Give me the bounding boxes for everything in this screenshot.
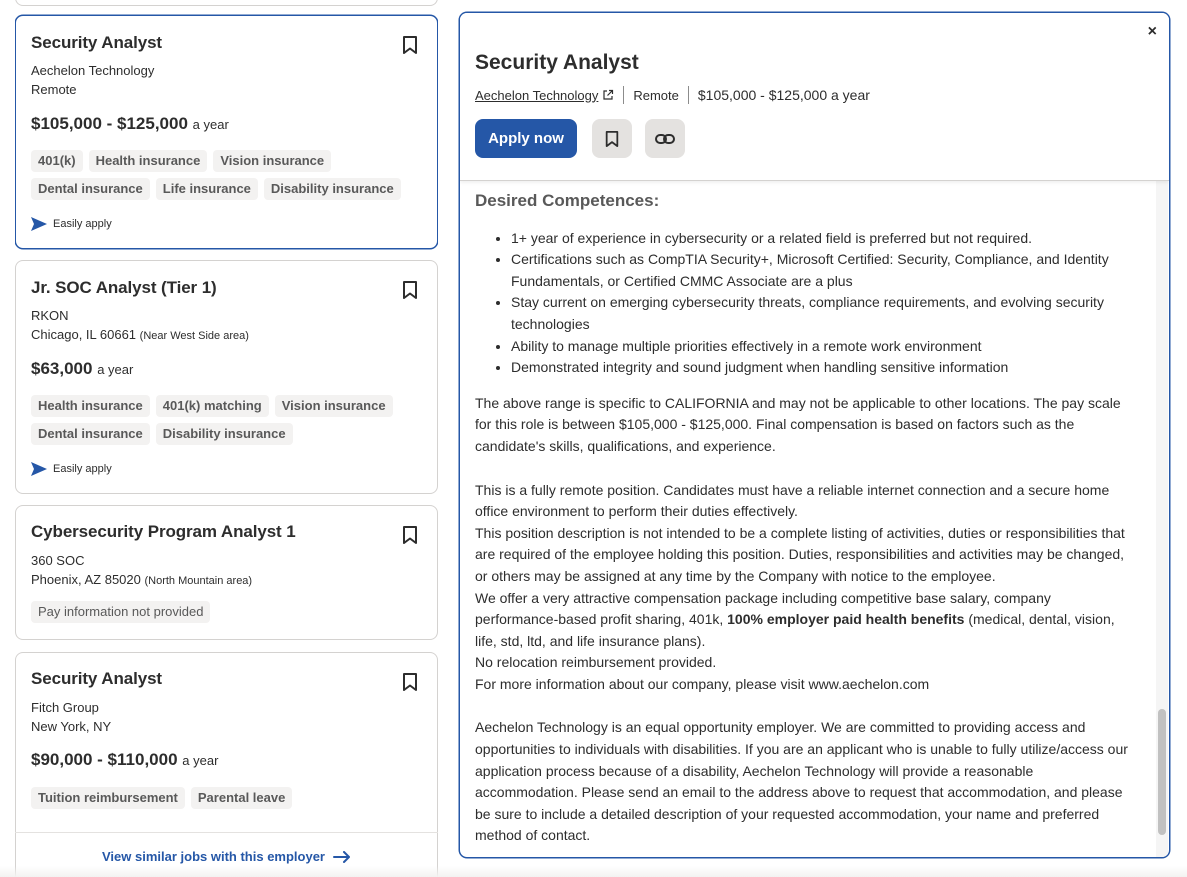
eeo-paragraph: Aechelon Technology is an equal opportunity employer. We are committed to providing access and opportunities to individuals with disabilities. If you are an applicant who is unable to fully utilize/access our application process because of a disability, Aechelon Technology will provide a reasonable accommodation. Please send an email to the address above to request that accommodation, and please be sure to include a detailed description of your requested accommodation, your name and preferred method of contact.	[475, 719, 1128, 844]
send-icon	[31, 462, 47, 476]
job-title[interactable]: Jr. SOC Analyst (Tier 1)	[31, 278, 217, 297]
competences-list	[475, 228, 1134, 379]
job-detail-header	[460, 13, 1169, 181]
salary: $90,000 - $110,000 a year	[31, 750, 219, 769]
job-detail-panel	[459, 12, 1170, 858]
benefit-tag: Health insurance	[89, 150, 208, 172]
benefit-tag: Health insurance	[31, 395, 150, 417]
save-job-button[interactable]	[592, 119, 632, 158]
meta-divider	[623, 86, 624, 104]
job-location: Chicago, IL 60661 (Near West Side area)	[31, 327, 249, 342]
benefit-tag: Vision insurance	[213, 150, 331, 172]
job-location: Phoenix, AZ 85020 (North Mountain area)	[31, 572, 253, 587]
job-title[interactable]: Security Analyst	[31, 669, 162, 688]
section-heading: Desired Competences:	[475, 191, 660, 210]
list-item: • Ability to manage multiple priorities effectively in a remote work environment	[511, 336, 1134, 358]
benefit-tag: Disability insurance	[156, 423, 293, 445]
company-name: 360 SOC	[31, 553, 85, 568]
company-name: Fitch Group	[31, 700, 99, 715]
company-info-paragraph: For more information about our company, please visit www.aechelon.com	[475, 675, 930, 692]
card-divider	[15, 832, 438, 833]
previous-job-card[interactable]	[15, 0, 438, 6]
benefit-tags	[31, 787, 422, 809]
job-description	[460, 181, 1169, 858]
list-item: • Stay current on emerging cybersecurity threats, compliance requirements, and evolving security technologies	[511, 292, 1134, 335]
bookmark-icon[interactable]	[401, 672, 419, 692]
description-disclaimer: This position description is not intended to be a complete listing of activities, duties or responsibilities that are required of the employee holding this position. Duties, responsibilities and activities may be changed, or others may be assigned at any time by the Company with notice to the employee.	[475, 524, 1125, 584]
bookmark-icon[interactable]	[401, 525, 419, 545]
job-meta-row	[475, 86, 870, 104]
easily-apply-indicator: Easily apply	[31, 217, 112, 231]
benefit-tag: Dental insurance	[31, 423, 150, 445]
benefit-tag: Parental leave	[191, 787, 292, 809]
pay-info-tag: Pay information not provided	[31, 601, 210, 623]
job-location: New York, NY	[31, 719, 112, 734]
meta-divider	[688, 86, 689, 104]
easily-apply-indicator: Easily apply	[31, 462, 112, 476]
company-name: RKON	[31, 308, 69, 323]
pay-range-paragraph: The above range is specific to CALIFORNIA and may not be applicable to other locations. The pay scale for this role is between $105,000 - $125,000. Final compensation is based on factors such as the candidate's skills, qualifications, and experience.	[475, 394, 1121, 454]
company-name: Aechelon Technology	[31, 63, 155, 78]
remote-paragraph: This is a fully remote position. Candidates must have a reliable internet connection and a secure home office environment to perform their duties effectively.	[475, 481, 1110, 520]
link-icon	[655, 133, 675, 145]
job-results-list	[15, 0, 438, 877]
job-card[interactable]	[15, 505, 438, 640]
benefit-tags	[31, 601, 422, 623]
external-link-icon	[602, 89, 614, 101]
page-bottom-edge	[0, 866, 1187, 877]
close-icon[interactable]: ×	[1147, 23, 1157, 40]
benefit-tag: Disability insurance	[264, 178, 401, 200]
job-location: Remote	[633, 87, 679, 103]
list-item: • Demonstrated integrity and sound judgment when handling sensitive information	[511, 357, 1134, 379]
job-title[interactable]: Security Analyst	[31, 33, 162, 52]
salary: $105,000 - $125,000 a year	[697, 87, 870, 103]
page-title: Security Analyst	[475, 51, 639, 74]
benefit-tag: 401(k) matching	[156, 395, 269, 417]
benefit-tag: Life insurance	[156, 178, 258, 200]
send-icon	[31, 217, 47, 231]
job-location: Remote	[31, 82, 77, 97]
benefit-tags	[31, 150, 422, 200]
arrow-right-icon	[333, 851, 351, 863]
job-card[interactable]	[15, 652, 438, 877]
compensation-paragraph: We offer a very attractive compensation package including competitive base salary, company performance-based profit sharing, 401k, 100% employer paid health benefits (medical, dental, vision, life, std, ltd, and life insurance plans).	[475, 589, 1115, 649]
scrollbar-thumb[interactable]	[1158, 709, 1166, 835]
benefit-tag: Tuition reimbursement	[31, 787, 185, 809]
list-item: • 1+ year of experience in cybersecurity or a related field is preferred but not required.	[511, 228, 1134, 250]
benefit-tag: 401(k)	[31, 150, 83, 172]
view-similar-jobs-link[interactable]: View similar jobs with this employer	[15, 849, 438, 864]
copy-link-button[interactable]	[645, 119, 685, 158]
company-link[interactable]: Aechelon Technology	[475, 88, 614, 103]
salary: $105,000 - $125,000 a year	[31, 114, 229, 133]
salary: $63,000 a year	[31, 359, 134, 378]
bookmark-icon[interactable]	[401, 280, 419, 300]
relocation-paragraph: No relocation reimbursement provided.	[475, 654, 717, 671]
job-card[interactable]	[15, 15, 438, 249]
benefit-tags	[31, 395, 422, 445]
job-card[interactable]	[15, 260, 438, 494]
job-title[interactable]: Cybersecurity Program Analyst 1	[31, 522, 296, 541]
bookmark-icon[interactable]	[401, 35, 419, 55]
list-item: • Certifications such as CompTIA Security+, Microsoft Certified: Security, Compliance, and Identity Fundamentals, or Certified CMMC Associate are a plus	[511, 249, 1134, 292]
benefit-tag: Dental insurance	[31, 178, 150, 200]
apply-now-button[interactable]: Apply now	[475, 119, 577, 158]
bookmark-icon	[604, 130, 620, 148]
benefit-tag: Vision insurance	[275, 395, 393, 417]
